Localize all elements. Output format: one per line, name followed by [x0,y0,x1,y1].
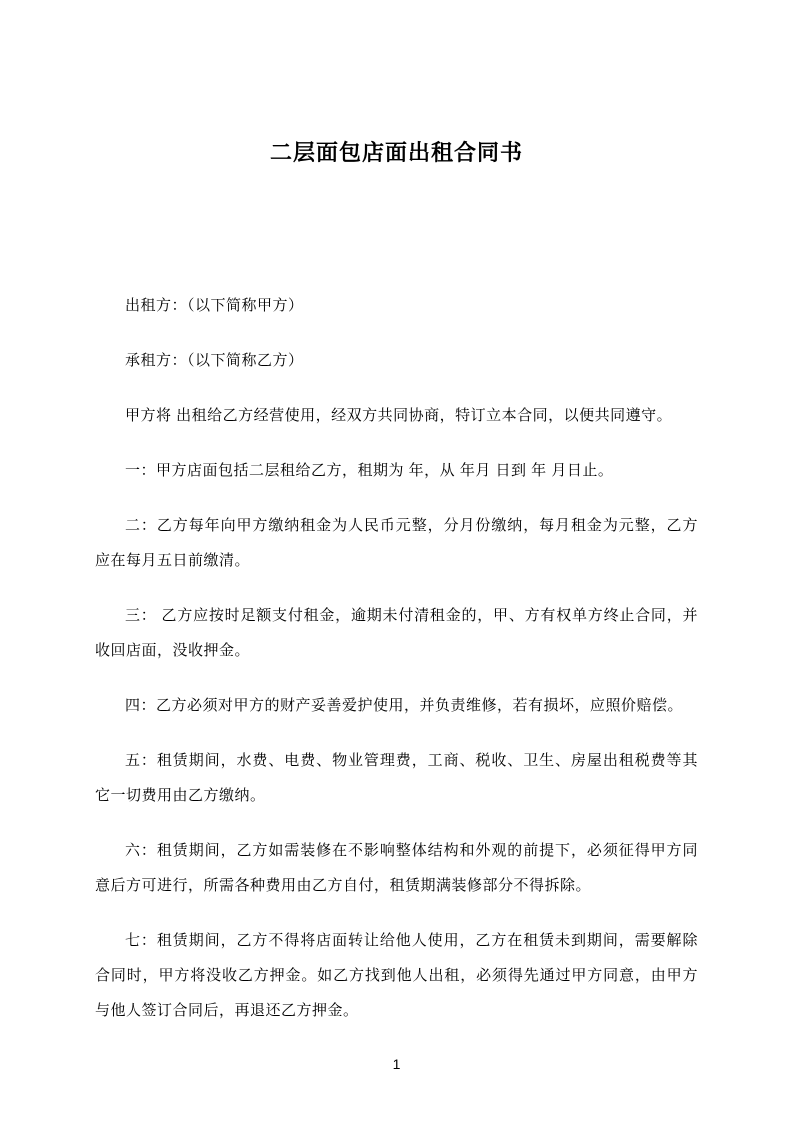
paragraph-clause-2: 二：乙方每年向甲方缴纳租金为人民币元整，分月份缴纳，每月租金为元整，乙方应在每月五日前缴清。 [95,517,698,569]
paragraph-clause-7: 七：租赁期间，乙方不得将店面转让给他人使用，乙方在租赁未到期间，需要解除合同时，甲方将没收乙方押金。如乙方找到他人出租，必须得先通过甲方同意，由甲方与他人签订合同后，再退还乙方押金。 [95,932,698,1019]
paragraph-clause-4: 四：乙方必须对甲方的财产妥善爱护使用，并负责维修，若有损坏，应照价赔偿。 [125,697,684,714]
paragraph-clause-3: 三： 乙方应按时足额支付租金，逾期未付清租金的，甲、方有权单方终止合同，并收回店面，没收押金。 [95,607,698,659]
paragraph-lessor: 出租方：（以下简称甲方） [125,297,304,314]
paragraph-clause-6: 六：租赁期间，乙方如需装修在不影响整体结构和外观的前提下，必须征得甲方同意后方可进行，所需各种费用由乙方自付，租赁期满装修部分不得拆除。 [95,842,698,894]
document-title: 二层面包店面出租合同书 [269,140,523,165]
document-body [95,288,698,1028]
paragraph-lessee: 承租方：（以下简称乙方） [125,352,304,369]
paragraph-clause-5: 五：租赁期间，水费、电费、物业管理费，工商、税收、卫生、房屋出租税费等其它一切费用由乙方缴纳。 [95,752,698,804]
page-number: 1 [392,1056,401,1072]
paragraph-preamble: 甲方将 出租给乙方经营使用，经双方共同协商，特订立本合同，以便共同遵守。 [125,407,673,424]
paragraph-clause-1: 一：甲方店面包括二层租给乙方，租期为 年，从 年月 日到 年 月日止。 [125,462,614,479]
